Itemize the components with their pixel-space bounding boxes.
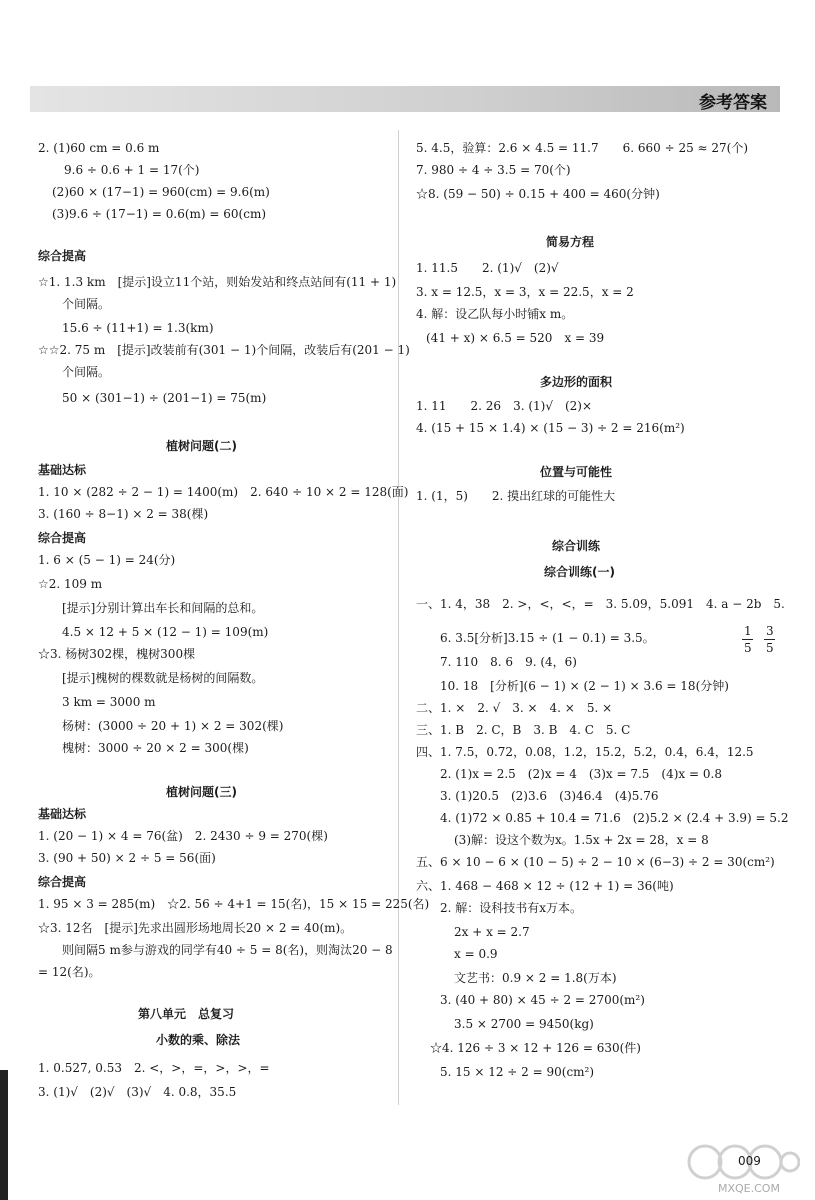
answer-line: 六、1. 468 − 468 × 12 ÷ (12 + 1) = 36(吨) bbox=[416, 879, 674, 893]
section-title: 小数的乘、除法 bbox=[156, 1033, 241, 1047]
answer-line: 1. 11.5 2. (1)√ (2)√ bbox=[416, 261, 559, 275]
answer-line: 个间隔。 bbox=[62, 297, 111, 311]
fraction-bar bbox=[742, 639, 753, 640]
answer-line: 2x + x = 2.7 bbox=[454, 925, 530, 939]
answer-line: 文艺书：0.9 × 2 = 1.8(万本) bbox=[454, 971, 617, 985]
answer-line: (41 + x) × 6.5 = 520 x = 39 bbox=[426, 331, 605, 345]
answer-line: ☆3. 杨树302棵，槐树300棵 bbox=[38, 647, 196, 661]
answer-line: 1. (1，5) 2. 摸出红球的可能性大 bbox=[416, 489, 616, 503]
answer-line: 1. 0.527̇, 0.53 2. <，>，=，>，>，= bbox=[38, 1061, 270, 1075]
answer-line: 槐树：3000 ÷ 20 × 2 = 300(棵) bbox=[62, 741, 249, 755]
section-title: 植树问题(三) bbox=[166, 785, 237, 799]
fraction-pair bbox=[744, 624, 784, 664]
answer-line: = 12(名)。 bbox=[38, 965, 101, 979]
answer-line: 杨树：(3000 ÷ 20 + 1) × 2 = 302(棵) bbox=[62, 719, 284, 733]
section-title: 综合训练 bbox=[552, 539, 601, 553]
section-title: 位置与可能性 bbox=[540, 465, 613, 479]
answer-line: 1. 10 × (282 ÷ 2 − 1) = 1400(m) 2. 640 ÷ 10 × 2 = 128(面) bbox=[38, 485, 409, 499]
answer-line: ☆8. (59 − 50) ÷ 0.15 + 400 = 460(分钟) bbox=[416, 187, 660, 201]
answer-line: ☆3. 12名 [提示]先求出圆形场地周长20 × 2 = 40(m)。 bbox=[38, 921, 353, 935]
answer-line: 2. (1)x = 2.5 (2)x = 4 (3)x = 7.5 (4)x = 0.8 bbox=[440, 767, 722, 781]
answer-line: [提示]分别计算出车长和间隔的总和。 bbox=[62, 601, 264, 615]
answer-line: 4.5 × 12 + 5 × (12 − 1) = 109(m) bbox=[62, 625, 269, 639]
unit-title: 第八单元 总复习 bbox=[138, 1007, 235, 1021]
answer-line: 10. 18 [分析](6 − 1) × (2 − 1) × 3.6 = 18(分钟) bbox=[440, 679, 729, 693]
answer-line: 4. (1)72 × 0.85 + 10.4 = 71.6 (2)5.2 × (2.4 + 3.9) = 5.2 bbox=[440, 811, 789, 825]
subheading: 综合提高 bbox=[38, 875, 87, 889]
answer-line: 5. 15 × 12 ÷ 2 = 90(cm²) bbox=[440, 1065, 595, 1079]
fraction-denominator: 5 bbox=[744, 641, 752, 655]
answer-line: 6. 3.5[分析]3.15 ÷ (1 − 0.1) = 3.5。 bbox=[440, 631, 655, 645]
answer-line: 3. (40 + 80) × 45 ÷ 2 = 2700(m²) bbox=[440, 993, 645, 1007]
section-title: 植树问题(二) bbox=[166, 439, 237, 453]
answer-line: ☆☆2. 75 m [提示]改装前有(301 − 1)个间隔，改装后有(201 − 1) bbox=[38, 343, 410, 357]
answer-line: 7. 980 ÷ 4 ÷ 3.5 = 70(个) bbox=[416, 163, 571, 177]
answer-line: 1. 11 2. 26 3. (1)√ (2)× bbox=[416, 399, 593, 413]
answer-line: 1. 6 × (5 − 1) = 24(分) bbox=[38, 553, 176, 567]
answer-line: 2. (1)60 cm = 0.6 m bbox=[38, 141, 160, 155]
answer-line: 一、1. 4，38 2. >，<，<，= 3. 5.09，5.091 4. a − 2b 5. bbox=[416, 597, 785, 611]
fraction-bar bbox=[764, 639, 775, 640]
answer-line: x = 0.9 bbox=[454, 947, 498, 961]
answer-line: ☆4. 126 ÷ 3 × 12 + 126 = 630(件) bbox=[430, 1041, 641, 1055]
answer-line: 1. (20 − 1) × 4 = 76(盆) 2. 2430 ÷ 9 = 270(棵) bbox=[38, 829, 328, 843]
fraction-numerator: 3 bbox=[766, 624, 774, 638]
section-title: 多边形的面积 bbox=[540, 375, 613, 389]
answer-line: ☆1. 1.3 km [提示]设立11个站，则始发站和终点站间有(11 + 1) bbox=[38, 275, 397, 289]
section-title: 综合训练(一) bbox=[544, 565, 615, 579]
answer-line: 三、1. B 2. C，B 3. B 4. C 5. C bbox=[416, 723, 631, 737]
answer-line: 1. 95 × 3 = 285(m) ☆2. 56 ÷ 4+1 = 15(名)，15 × 15 = 225(名) bbox=[38, 897, 430, 911]
answer-line: (3)解：设这个数为x。1.5x + 2x = 28，x = 8 bbox=[454, 833, 709, 847]
page-number: 009 bbox=[738, 1154, 761, 1168]
column-divider bbox=[398, 130, 399, 1105]
answer-line: 五、6 × 10 − 6 × (10 − 5) ÷ 2 − 10 × (6−3) ÷ 2 = 30(cm²) bbox=[416, 855, 775, 869]
answer-line: 3.5 × 2700 = 9450(kg) bbox=[454, 1017, 594, 1031]
answer-line: 3. (90 + 50) × 2 ÷ 5 = 56(面) bbox=[38, 851, 216, 865]
answer-line: 四、1. 7.5，0.72，0.08，1.2，15.2，5.2，0.4，6.4，12.5 bbox=[416, 745, 754, 759]
answer-line: 3. (160 ÷ 8−1) × 2 = 38(棵) bbox=[38, 507, 209, 521]
answer-line: 5. 4.5，验算：2.6 × 4.5 = 11.7 6. 660 ÷ 25 ≈ 27(个) bbox=[416, 141, 749, 155]
answer-line: 50 × (301−1) ÷ (201−1) = 75(m) bbox=[62, 391, 267, 405]
answer-line: 9.6 ÷ 0.6 + 1 = 17(个) bbox=[64, 163, 200, 177]
answer-line: 3. (1)20.5 (2)3.6 (3)46.4 (4)5.76 bbox=[440, 789, 659, 803]
section-title: 简易方程 bbox=[546, 235, 595, 249]
answer-line: 3. x = 12.5，x = 3，x = 22.5，x = 2 bbox=[416, 285, 634, 299]
page-edge-bar bbox=[0, 1070, 8, 1200]
answer-line: [提示]槐树的棵数就是杨树的间隔数。 bbox=[62, 671, 264, 685]
fraction-numerator: 1 bbox=[744, 624, 752, 638]
fraction-denominator: 5 bbox=[766, 641, 774, 655]
header-band bbox=[30, 86, 780, 112]
subheading: 综合提高 bbox=[38, 249, 87, 263]
answer-line: 3 km = 3000 m bbox=[62, 695, 156, 709]
page-header-title: 参考答案 bbox=[699, 93, 767, 113]
subheading: 基础达标 bbox=[38, 463, 87, 477]
answer-line: ☆2. 109 m bbox=[38, 577, 103, 591]
watermark-text: MXQE.COM bbox=[718, 1182, 780, 1195]
answer-line: (3)9.6 ÷ (17−1) = 0.6(m) = 60(cm) bbox=[52, 207, 267, 221]
answer-line: 15.6 ÷ (11+1) = 1.3(km) bbox=[62, 321, 214, 335]
answer-line: 个间隔。 bbox=[62, 365, 111, 379]
answer-line: (2)60 × (17−1) = 960(cm) = 9.6(m) bbox=[52, 185, 270, 199]
answer-line: 3. (1)√ (2)√ (3)√ 4. 0.8，35.5 bbox=[38, 1085, 237, 1099]
answer-line: 7. 110 8. 6 9. (4，6) bbox=[440, 655, 577, 669]
answer-line: 2. 解：设科技书有x万本。 bbox=[440, 901, 583, 915]
answer-line: 4. (15 + 15 × 1.4) × (15 − 3) ÷ 2 = 216(m²) bbox=[416, 421, 685, 435]
answer-line: 4. 解：设乙队每小时铺x m。 bbox=[416, 307, 574, 321]
answer-line: 则间隔5 m参与游戏的同学有40 ÷ 5 = 8(名)，则淘汰20 − 8 bbox=[62, 943, 393, 957]
subheading: 基础达标 bbox=[38, 807, 87, 821]
subheading: 综合提高 bbox=[38, 531, 87, 545]
answer-line: 二、1. × 2. √ 3. × 4. × 5. × bbox=[416, 701, 613, 715]
